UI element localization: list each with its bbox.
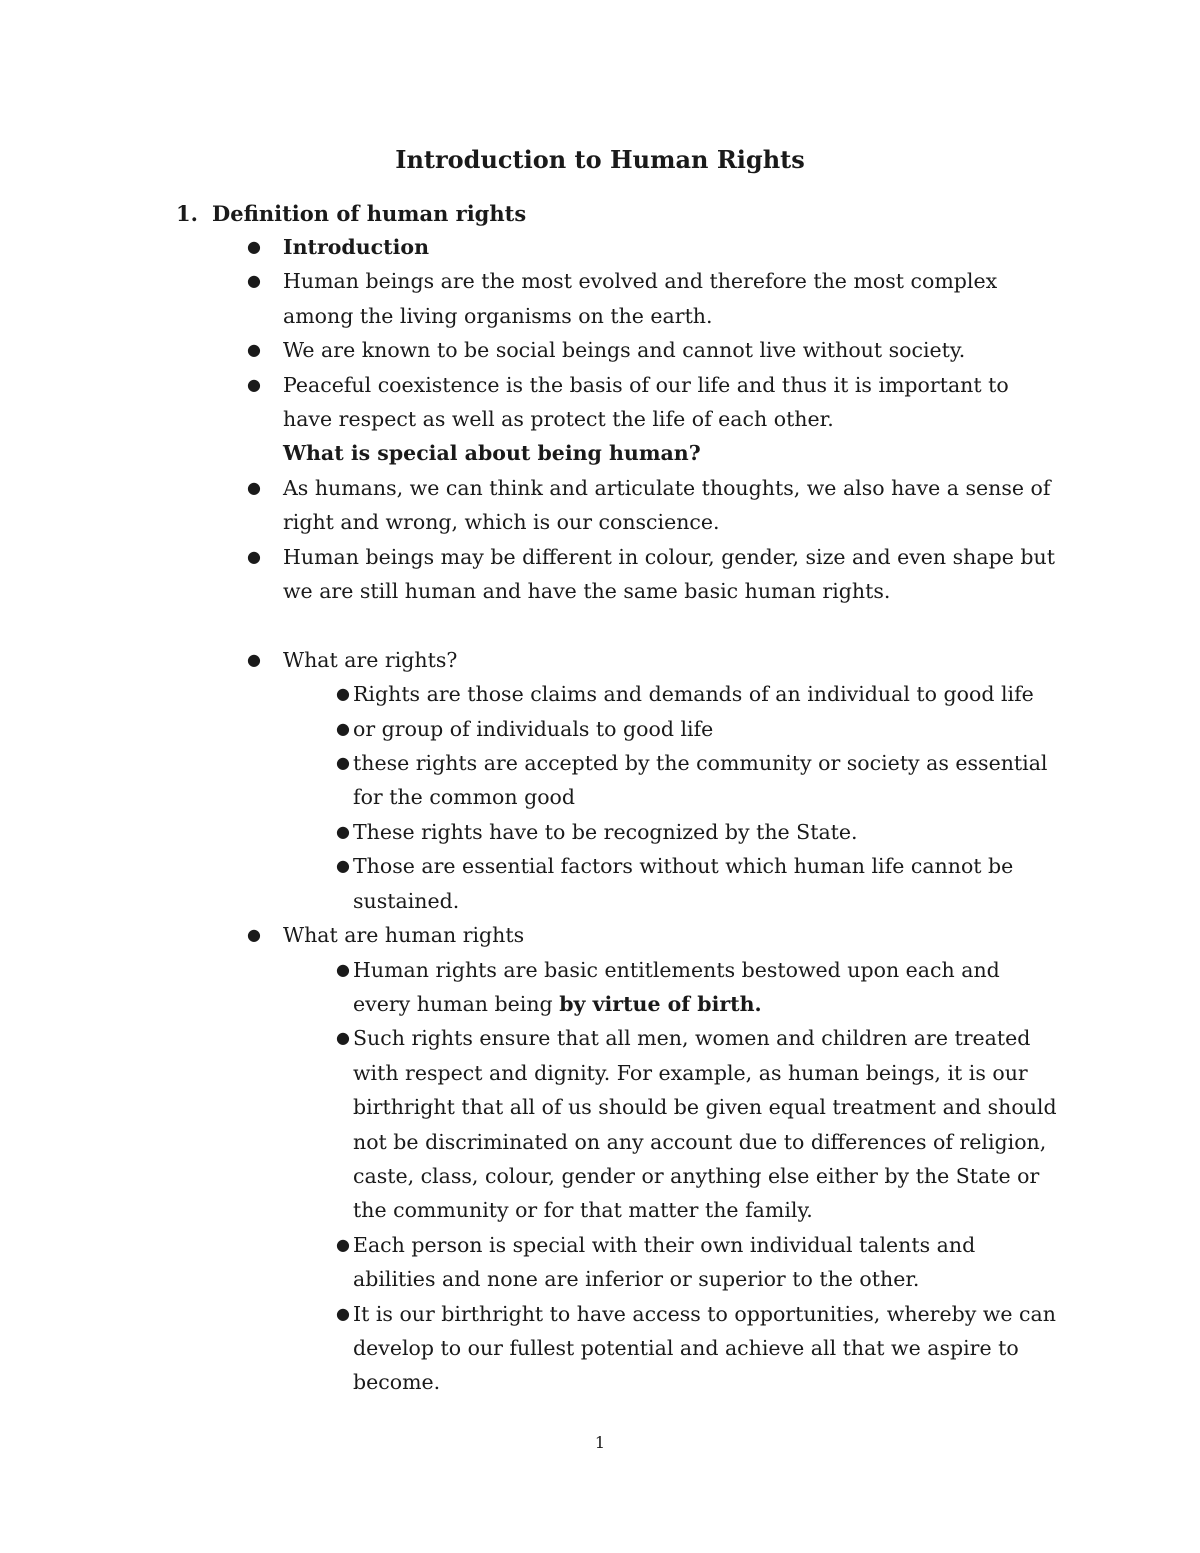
bullet-icon: ● <box>247 925 261 945</box>
bullet-icon: ● <box>336 1234 350 1254</box>
sub-list-item: ● Human rights are basic entitlements bestowed upon each and every human being by virtue of birth. <box>0 953 1200 1022</box>
bullet-icon: ● <box>336 856 350 876</box>
bullet-icon: ● <box>336 821 350 841</box>
list-item: ● Introduction <box>0 230 1200 264</box>
subheading-special: What is special about being human? <box>283 441 701 466</box>
sub-list-item: ● It is our birthright to have access to opportunities, whereby we can develop to our fullest potential and achieve all that we aspire to become. <box>0 1297 1200 1400</box>
sub-list-item: ● Those are essential factors without which human life cannot be sustained. <box>0 849 1200 918</box>
list-item-human-rights-heading: ● What are human rights <box>0 918 1200 952</box>
sub-list-item: ● These rights have to be recognized by the State. <box>0 815 1200 849</box>
list-item: ● As humans, we can think and articulate thoughts, we also have a sense of right and wrong, which is our conscience. <box>0 471 1200 540</box>
bullet-icon: ● <box>247 237 261 256</box>
bullet-icon: ● <box>336 1303 350 1323</box>
bullet-icon: ● <box>247 374 261 394</box>
list-item: ● We are known to be social beings and cannot live without society. <box>0 333 1200 367</box>
bullet-icon: ● <box>336 1028 350 1048</box>
sub-list-item: ● Rights are those claims and demands of an individual to good life <box>0 677 1200 711</box>
sub-list-item: ● Each person is special with their own individual talents and abilities and none are inferior or superior to the other. <box>0 1228 1200 1297</box>
document-title: Introduction to Human Rights <box>395 145 805 174</box>
bullet-icon: ● <box>247 271 261 291</box>
sub-list-item: ● these rights are accepted by the community or society as essential for the common good <box>0 746 1200 815</box>
list-item: ● Human beings are the most evolved and therefore the most complex among the living organisms on the earth. <box>0 264 1200 333</box>
list-item-rights-heading: ● What are rights? <box>0 643 1200 677</box>
bullet-icon: ● <box>247 546 261 566</box>
bullet-icon: ● <box>336 684 350 704</box>
section-title: Definition of human rights <box>212 201 527 226</box>
page-number: 1 <box>594 1433 606 1452</box>
sub-list-item: ● or group of individuals to good life <box>0 712 1200 746</box>
section-number: 1. <box>176 201 198 226</box>
sub-list-item: ● Such rights ensure that all men, women and children are treated with respect and dignity. For example, as human beings, it is our birthright that all of us should be given equal treatment and should not be discriminated on any account due to differences of religion, caste, class, colour, gender or anything else either by the State or the community or for that matter the family. <box>0 1021 1200 1227</box>
bullet-icon: ● <box>247 340 261 360</box>
bullet-icon: ● <box>336 959 350 979</box>
bullet-icon: ● <box>336 718 350 738</box>
spacer <box>0 608 1200 642</box>
bullet-icon: ● <box>247 477 261 497</box>
bullet-icon: ● <box>336 753 350 773</box>
section-heading <box>176 196 526 232</box>
bullet-icon: ● <box>247 649 261 669</box>
list-item: ● Peaceful coexistence is the basis of our life and thus it is important to have respect as well as protect the life of each other. <box>0 368 1200 437</box>
document-body <box>0 230 1200 1400</box>
emphasis-text: by virtue of birth. <box>559 991 762 1016</box>
list-item: ● Human beings may be different in colour, gender, size and even shape but we are still human and have the same basic human rights. <box>0 540 1200 609</box>
